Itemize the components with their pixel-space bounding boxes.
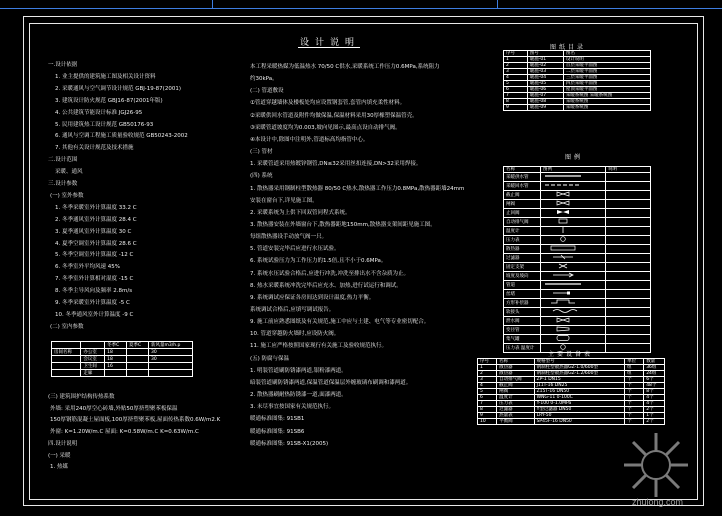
table-cell: 暖施-08 xyxy=(527,99,563,105)
legend-symbol xyxy=(541,227,606,236)
legend-name: 止回阀 xyxy=(504,209,541,218)
table-cell xyxy=(127,370,149,377)
table-cell xyxy=(127,356,149,363)
legend-name: 自动排气阀 xyxy=(504,218,541,227)
sheet-title: 设计说明 xyxy=(300,38,361,48)
note-line: 11. 施工应严格按照国家现行有关施工及验收规范执行。 xyxy=(250,343,387,350)
note-line: 采暖、通风 xyxy=(55,169,83,176)
note-line: 150厚钢筋混凝土屋面板,100厚挤塑聚苯板,屋面传热系数0.6W/m2.K xyxy=(50,417,221,424)
legend-row xyxy=(504,227,651,236)
note-line: 3. 建筑设计防火规范 GBJ16-87(2001年版) xyxy=(55,97,163,104)
legend-row xyxy=(504,245,651,254)
top-frame-strip xyxy=(0,0,722,9)
table-cell: 自动排气阀 xyxy=(497,377,535,383)
note-line: 2. 采暖系统为上供下回双管同程式系统。 xyxy=(250,209,351,216)
strip-divider xyxy=(497,0,498,9)
note-line: 5. 冬季空调室外计算温度 -12 C xyxy=(55,252,134,259)
table-cell: 四层采暖平面图 xyxy=(563,81,650,87)
table-cell: 卫生间 xyxy=(81,363,105,370)
note-line: 6. 系统试验压力为工作压力的1.5倍,且不小于0.6MPa。 xyxy=(250,258,387,265)
note-line: 6. 通风与空调工程施工质量验收规范 GB50243-2002 xyxy=(55,133,188,140)
table-cell: 2个 xyxy=(644,407,665,413)
table-cell: 个 xyxy=(625,401,644,407)
table-cell xyxy=(127,363,149,370)
drawing-list-title: 图纸目录 xyxy=(550,44,587,51)
table-cell: 过滤器 xyxy=(497,407,535,413)
note-line: 6. 冬季室外平均风速 45% xyxy=(55,264,120,271)
table-cell: 温度计 xyxy=(497,395,535,401)
header-cell: 序号 xyxy=(504,51,528,57)
note-line: 3. 夏季通风室外计算温度 30 C xyxy=(55,228,132,235)
note-line: ②采暖供回水管道及附件均做保温,保温材料采用30厚橡塑保温管壳。 xyxy=(250,112,418,119)
note-line: 每组散热器设手动放气阀一只。 xyxy=(250,234,328,241)
legend-row xyxy=(504,254,651,263)
table-cell: 平衡阀 xyxy=(497,419,535,425)
legend-symbol xyxy=(541,299,606,308)
header-cell: 图例 xyxy=(541,167,606,173)
legend-name: 方形补偿器 xyxy=(504,299,541,308)
legend-symbol xyxy=(541,200,606,209)
legend-symbol xyxy=(541,290,606,299)
note-line: 10. 冬季通风室外计算温度 -9 C xyxy=(55,311,134,318)
legend-note xyxy=(606,236,651,245)
table-row xyxy=(52,356,193,363)
legend-symbol xyxy=(541,218,606,227)
legend-name: 管道 xyxy=(504,281,541,290)
legend-title: 图例 xyxy=(565,154,584,161)
note-line: (一) 采暖 xyxy=(48,452,71,459)
note-line: 8. 热水采暖系统冲洗完毕后应充水、加热,进行试运行和调试。 xyxy=(250,282,402,289)
note-line: 外窗: K=1.20W/m.C 屋面: K=0.58W/m.C K=0.63W/m.C xyxy=(50,429,199,436)
table-cell: 会议室 xyxy=(81,356,105,363)
table-cell: 4 xyxy=(504,75,528,81)
legend-name: 集气罐 xyxy=(504,335,541,344)
table-cell: 1个 xyxy=(644,413,665,419)
legend-note xyxy=(606,263,651,272)
legend-name: 丝堵 xyxy=(504,290,541,299)
legend-symbol xyxy=(541,191,606,200)
table-cell: Y型过滤器 DN50 xyxy=(534,407,625,413)
note-line: 四.设计说明 xyxy=(48,440,78,447)
table-cell: 组 xyxy=(625,365,644,371)
legend-note xyxy=(606,191,651,200)
legend-row xyxy=(504,281,651,290)
legend-row xyxy=(504,308,651,317)
table-cell: 16 xyxy=(105,363,127,370)
note-line: 暖通标准图集: 91SB6 xyxy=(250,428,305,435)
legend-row xyxy=(504,209,651,218)
legend-name: 采暖供水管 xyxy=(504,173,541,182)
strip-divider xyxy=(212,0,213,9)
table-cell: ZP-1 DN15 xyxy=(534,377,625,383)
note-line: 暗装管道刷防锈漆两道,保温管道保温层外缠玻璃布刷调和漆两道。 xyxy=(250,379,412,386)
table-cell: 2 xyxy=(478,371,497,377)
table-cell: 18 xyxy=(105,356,127,363)
drawing-list-table xyxy=(503,50,651,111)
legend-note xyxy=(606,344,651,353)
table-cell: 30 xyxy=(148,356,192,363)
table-cell: 30 xyxy=(148,349,192,356)
indoor-parameter-table xyxy=(51,341,193,377)
note-line: ①管道穿越墙体及楼板处均应设置钢套管,套管内填充柔性材料。 xyxy=(250,100,406,107)
table-cell: LRY-50 xyxy=(534,413,625,419)
legend-row xyxy=(504,173,651,182)
note-line: 5. 民用建筑热工设计规范 GB50176-93 xyxy=(55,121,154,128)
legend-symbol xyxy=(541,209,606,218)
table-cell: 暖施-01 xyxy=(527,57,563,63)
table-cell xyxy=(52,370,81,377)
legend-note xyxy=(606,326,651,335)
table-cell: 散热器 xyxy=(497,371,535,377)
note-line: 5. 管道安装完毕后应进行水压试验。 xyxy=(250,246,340,253)
note-line: 一.设计依据 xyxy=(48,62,78,68)
table-cell xyxy=(148,370,192,377)
legend-name: 闸阀 xyxy=(504,200,541,209)
note-line: 安装在窗台下,详见施工图。 xyxy=(250,197,318,204)
legend-row xyxy=(504,263,651,272)
table-cell: 7 xyxy=(478,401,497,407)
table-cell: 办公室 xyxy=(81,349,105,356)
note-line: 4. 夏季空调室外计算温度 28.6 C xyxy=(55,240,137,247)
legend-symbol xyxy=(541,308,606,317)
table-cell: 4 xyxy=(478,383,497,389)
table-cell: 6个 xyxy=(644,377,665,383)
legend-symbol xyxy=(541,263,606,272)
table-cell: 1 xyxy=(478,365,497,371)
table-cell: 暖施-02 xyxy=(527,63,563,69)
note-line: 1. 散热器采用钢制柱型散热器 80/50 C热水,散热器工作压力0.8MPa,散热器距墙24mm xyxy=(250,185,465,192)
note-line: 10. 管道穿越防火墙时,应设防火阀。 xyxy=(250,331,340,338)
legend-note xyxy=(606,317,651,326)
table-cell: 个 xyxy=(625,383,644,389)
table-cell: 房间名称 xyxy=(52,349,81,356)
header-cell xyxy=(81,342,105,349)
legend-note xyxy=(606,308,651,317)
legend-row xyxy=(504,182,651,191)
note-line: 2. 冬季通风室外计算温度 28.4 C xyxy=(55,216,137,223)
legend-symbol xyxy=(541,272,606,281)
table-cell xyxy=(52,356,81,363)
table-row xyxy=(52,370,193,377)
table-cell: 采暖系统图 采暖系统图 xyxy=(563,93,650,99)
note-line: (一) 室外参数 xyxy=(50,192,84,199)
note-line: 1. 明装管道刷防锈漆两道,银粉漆两道。 xyxy=(250,367,347,374)
table-row xyxy=(504,105,651,111)
legend-symbol xyxy=(541,281,606,290)
note-line: 二.设计范围 xyxy=(48,157,78,164)
table-cell: 二层采暖平面图 xyxy=(563,69,650,75)
header-cell: 规格型号 xyxy=(534,359,625,365)
legend-row xyxy=(504,326,651,335)
table-cell: 暖施-09 xyxy=(527,105,563,111)
table-cell: 热量表 xyxy=(497,413,535,419)
table-cell: 6 xyxy=(504,87,528,93)
header-cell: 说明 xyxy=(606,167,651,173)
table-cell: 1 xyxy=(504,57,528,63)
note-line: 本工程采暖热媒为低温热水 70/50 C供水,采暖系统工作压力0.6MPa,系统阻力 xyxy=(250,64,440,70)
legend-note xyxy=(606,281,651,290)
legend-name: 坡度及坡向 xyxy=(504,272,541,281)
legend-row xyxy=(504,299,651,308)
legend-symbol xyxy=(541,254,606,263)
legend-name: 泄水阀 xyxy=(504,317,541,326)
table-cell: 4个 xyxy=(644,395,665,401)
legend-symbol xyxy=(541,317,606,326)
table-row xyxy=(52,363,193,370)
table-cell: 三层采暖平面图 xyxy=(563,75,650,81)
table-cell: 闸阀 xyxy=(497,389,535,395)
legend-table xyxy=(503,166,651,353)
legend-name: 过滤器 xyxy=(504,254,541,263)
legend-row xyxy=(504,218,651,227)
note-line: (五) 防腐与保温 xyxy=(250,355,290,362)
table-cell: 3 xyxy=(504,69,528,75)
legend-symbol xyxy=(541,173,606,182)
table-cell: 个 xyxy=(625,419,644,425)
table-cell: 4个 xyxy=(644,401,665,407)
legend-note xyxy=(606,245,651,254)
note-line: ③采暖管道坡度均为0.003,坡向见图示,最高点设自动排气阀。 xyxy=(250,124,401,131)
legend-row xyxy=(504,317,651,326)
header-cell: 序号 xyxy=(478,359,497,365)
note-line: 1. 冬季采暖室外计算温度 33.2 C xyxy=(55,204,137,211)
legend-note xyxy=(606,254,651,263)
table-cell: 设计说明 xyxy=(563,57,650,63)
table-cell: 截止阀 xyxy=(497,383,535,389)
sheet-title-underline xyxy=(298,47,360,48)
table-cell: 6 xyxy=(478,395,497,401)
legend-row xyxy=(504,335,651,344)
table-cell: 暖施-03 xyxy=(527,69,563,75)
note-line: 系统调试合格后,应填写调试报告。 xyxy=(250,307,335,313)
header-cell: 图号 xyxy=(527,51,563,57)
table-cell: 9 xyxy=(478,413,497,419)
note-line: (二) 管道敷设 xyxy=(250,88,284,95)
legend-row xyxy=(504,272,651,281)
table-cell: WNG-11 0-100C xyxy=(534,395,625,401)
table-cell xyxy=(52,363,81,370)
table-cell: 钢制柱型散热器GZ-1.0/600型 xyxy=(534,365,625,371)
table-row xyxy=(478,419,665,425)
table-cell: 个 xyxy=(625,377,644,383)
table-cell: 9 xyxy=(504,105,528,111)
table-cell: Z15T-16 DN50 xyxy=(534,389,625,395)
note-line: 7. 其他有关设计规范及技术措施 xyxy=(55,145,134,152)
note-line: 7. 系统水压试验合格后,应进行冲洗,冲洗至排出水不含杂质为止。 xyxy=(250,270,409,277)
table-cell: 8个 xyxy=(644,389,665,395)
note-line: 外墙: 采用240厚空心砖墙,外贴50厚挤塑聚苯板保温 xyxy=(50,405,178,412)
note-line: 1. 热媒 xyxy=(50,464,68,471)
legend-note xyxy=(606,299,651,308)
legend-name: 散热器 xyxy=(504,245,541,254)
table-row xyxy=(52,349,193,356)
legend-row xyxy=(504,236,651,245)
table-cell: 采暖系统图 xyxy=(563,105,650,111)
equipment-table xyxy=(477,358,665,425)
table-cell: 首层采暖平面图 xyxy=(563,63,650,69)
legend-name: 温度计 xyxy=(504,227,541,236)
note-line: 1. 业主提供的建筑施工图及相关设计资料 xyxy=(55,73,156,80)
header-cell xyxy=(52,342,81,349)
legend-name: 截止阀 xyxy=(504,191,541,200)
watermark-logo xyxy=(616,425,696,505)
note-line: 9. 施工前应熟悉图纸及有关规范,施工中应与土建、电气等专业密切配合。 xyxy=(250,319,430,326)
legend-name: 压力表 xyxy=(504,236,541,245)
table-cell xyxy=(148,363,192,370)
note-line: 4. 公共建筑节能设计标准 JGJ26-95 xyxy=(55,109,143,116)
legend-note xyxy=(606,200,651,209)
legend-name: 压力表 温度计 xyxy=(504,344,541,353)
table-cell xyxy=(105,370,127,377)
table-cell: 48个 xyxy=(644,383,665,389)
note-line: (四) 系统 xyxy=(250,173,273,180)
table-cell: 36组 xyxy=(644,365,665,371)
legend-row xyxy=(504,191,651,200)
header-cell: 单位 xyxy=(625,359,644,365)
header-cell: 冬季C xyxy=(105,342,127,349)
table-cell: 散热器 xyxy=(497,365,535,371)
legend-symbol xyxy=(541,182,606,191)
legend-note xyxy=(606,209,651,218)
legend-symbol xyxy=(541,326,606,335)
table-cell: 18 xyxy=(105,349,127,356)
legend-note xyxy=(606,290,651,299)
header-cell: 新风量m3/h.p xyxy=(148,342,192,349)
table-cell: 采暖系统图 xyxy=(563,99,650,105)
note-line: (二) 室内参数 xyxy=(50,323,84,330)
table-cell: 24组 xyxy=(644,371,665,377)
table-cell: 暖施-07 xyxy=(527,93,563,99)
note-line: 9. 冬季采暖室外计算温度 -5 C xyxy=(55,300,130,306)
table-cell: 7 xyxy=(504,93,528,99)
table-cell: 钢制柱型散热器GZ-1.2/600型 xyxy=(534,371,625,377)
note-line: 8. 冬季主导风向及频率 2.8m/s xyxy=(55,288,133,295)
table-cell: 5 xyxy=(504,81,528,87)
note-line: 2. 散热器刷耐热防锈漆一道,面漆两道。 xyxy=(250,392,347,399)
legend-name: 固定支架 xyxy=(504,263,541,272)
legend-symbol xyxy=(541,335,606,344)
table-cell: J11T-16 DN25 xyxy=(534,383,625,389)
note-line: (三) 建筑围护结构传热系数 xyxy=(48,394,115,400)
legend-note xyxy=(606,227,651,236)
table-cell: 8 xyxy=(504,99,528,105)
table-cell: 暖施-06 xyxy=(527,87,563,93)
table-cell: 3 xyxy=(478,377,497,383)
legend-name: 软接头 xyxy=(504,308,541,317)
note-line: 三.设计参数 xyxy=(48,181,78,187)
header-cell: 图名 xyxy=(563,51,650,57)
equipment-title: 主要设备表 xyxy=(548,351,594,358)
legend-symbol xyxy=(541,245,606,254)
table-cell: 个 xyxy=(625,413,644,419)
note-line: 1. 采暖管道采用热镀锌钢管,DN≤32采用丝扣连接,DN>32采用焊接。 xyxy=(250,161,422,168)
table-cell: Y-100 0-1.0MPa xyxy=(534,401,625,407)
table-cell: 屋顶采暖平面图 xyxy=(563,87,650,93)
table-cell: 暖施-04 xyxy=(527,75,563,81)
table-cell xyxy=(127,349,149,356)
table-cell: SP45F-16 DN50 xyxy=(534,419,625,425)
legend-note xyxy=(606,272,651,281)
table-cell: 个 xyxy=(625,407,644,413)
table-cell: 暖施-05 xyxy=(527,81,563,87)
table-cell: 2个 xyxy=(644,419,665,425)
table-cell: 10 xyxy=(478,419,497,425)
note-line: 约30kPa。 xyxy=(250,76,278,83)
table-cell: 5 xyxy=(478,389,497,395)
legend-row xyxy=(504,290,651,299)
legend-row xyxy=(504,200,651,209)
table-cell: 压力表 xyxy=(497,401,535,407)
watermark-text: zhulong.com xyxy=(632,497,684,507)
note-line: ④本设计中,除图中注明外,管道标高均指管中心。 xyxy=(250,136,369,143)
note-line: 3. 散热器安装在外墙窗台下,散热器距地150mm,散热器支架间距见施工图。 xyxy=(250,221,436,228)
legend-note xyxy=(606,173,651,182)
legend-symbol xyxy=(541,236,606,245)
legend-name: 变径管 xyxy=(504,326,541,335)
note-line: 9. 系统调试应保证各房间达到设计温度,热力平衡。 xyxy=(250,294,375,301)
header-cell: 数量 xyxy=(644,359,665,365)
legend-note xyxy=(606,182,651,191)
note-line: 2. 采暖通风与空气调节设计规范 GBJ-19-87(2001) xyxy=(55,85,181,92)
legend-name: 采暖回水管 xyxy=(504,182,541,191)
header-cell: 名称 xyxy=(504,167,541,173)
table-cell: 2 xyxy=(504,63,528,69)
header-cell: 名称 xyxy=(497,359,535,365)
header-cell: 夏季C xyxy=(127,342,149,349)
table-cell: 组 xyxy=(625,371,644,377)
table-cell: 个 xyxy=(625,389,644,395)
legend-note xyxy=(606,218,651,227)
table-cell: 走廊 xyxy=(81,370,105,377)
table-cell: 个 xyxy=(625,395,644,401)
table-header-row xyxy=(52,342,193,349)
table-cell: 8 xyxy=(478,407,497,413)
note-line: (三) 管材 xyxy=(250,149,273,156)
note-line: 暖通标准图集: 91SB-X1(2005) xyxy=(250,440,329,447)
note-line: 暖通标准图集: 91SB1 xyxy=(250,416,305,423)
note-line: 7. 冬季室外计算相对湿度 -15 C xyxy=(55,276,134,283)
legend-note xyxy=(606,335,651,344)
note-line: 3. 未尽事宜按国家有关规范执行。 xyxy=(250,404,334,411)
